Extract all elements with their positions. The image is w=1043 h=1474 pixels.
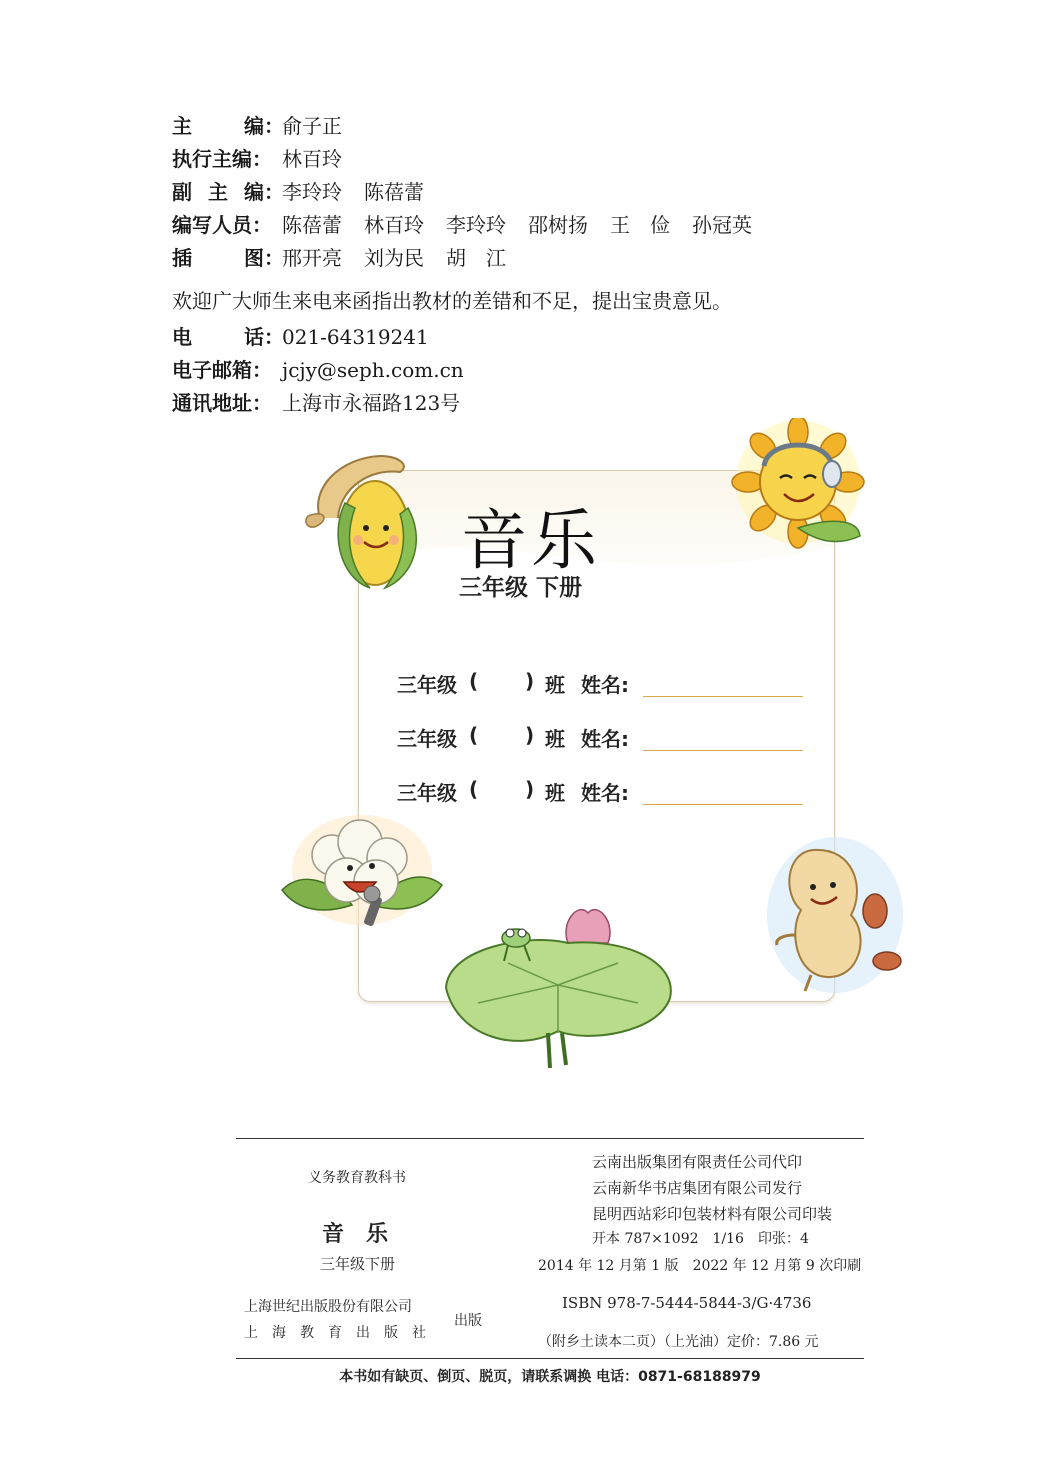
imprint-printing-3: 昆明西站彩印包装材料有限公司印装 (592, 1205, 833, 1223)
label-wrap (172, 143, 282, 172)
imprint-price: （附乡土读本二页）（上光油）定价：7.86 元 (538, 1334, 819, 1350)
credit-name: 陈蓓蕾 (364, 180, 424, 204)
credit-name: 俞子正 (282, 114, 342, 138)
credit-name: 李玲玲 (446, 213, 506, 237)
credit-values (282, 143, 364, 172)
imprint-printing-2: 云南新华书店集团有限公司发行 (592, 1179, 803, 1197)
label-wrap (172, 242, 282, 271)
slot-open-paren: ( (469, 669, 479, 693)
contact-row (172, 354, 774, 387)
contact-row (172, 321, 774, 354)
imprint-grade: 三年级下册 (320, 1255, 396, 1273)
bottom-rule (236, 1358, 864, 1359)
label-wrap (172, 209, 282, 238)
name-slot (397, 669, 817, 701)
label-char: 插 (172, 246, 192, 270)
label-char: 图 (244, 246, 264, 270)
credit-label (172, 110, 264, 139)
imprint-publisher-1: 上海世纪出版股份有限公司 (244, 1299, 412, 1315)
feedback-notice: 欢迎广大师生来电来函指出教材的差错和不足，提出宝贵意见。 (172, 289, 732, 313)
credit-rows (172, 110, 774, 275)
contact-rows (172, 321, 774, 420)
name-slot (397, 777, 817, 809)
credit-row (172, 209, 774, 242)
credit-values (282, 110, 364, 139)
credit-name: 胡 江 (446, 246, 506, 270)
contact-value: 021-64319241 (282, 325, 429, 349)
imprint-book-title: 音 乐 (322, 1222, 389, 1247)
top-rule (236, 1138, 864, 1139)
slot-grade: 三年级 (397, 673, 457, 697)
credit-label: 电子邮箱 (172, 358, 252, 382)
label-char: 编 (244, 114, 264, 138)
credit-name: 林百玲 (364, 213, 424, 237)
name-underline (643, 750, 803, 751)
imprint-publish-word: 出版 (454, 1313, 482, 1329)
slot-class: 班 (545, 781, 565, 805)
credit-row (172, 242, 774, 275)
credit-name: 陈蓓蕾 (282, 213, 342, 237)
credit-name: 邵树扬 (528, 213, 588, 237)
slot-name-label: 姓名: (581, 727, 629, 751)
credit-label: 编写人员 (172, 213, 252, 237)
imprint-format: 开本 787×1092 1/16 印张：4 (592, 1231, 809, 1247)
slot-close-paren: ) (525, 723, 535, 747)
imprint-isbn: ISBN 978-7-5444-5844-3/G·4736 (562, 1294, 812, 1312)
label-char: 副 (172, 180, 192, 204)
slot-close-paren: ) (525, 777, 535, 801)
label-colon: ： (252, 147, 272, 171)
slot-grade: 三年级 (397, 781, 457, 805)
credit-name: 邢开亮 (282, 246, 342, 270)
sunflower-character (728, 418, 868, 553)
slot-grade: 三年级 (397, 727, 457, 751)
name-underline (643, 696, 803, 697)
label-char: 主 (208, 180, 228, 204)
label-wrap (172, 321, 282, 350)
label-colon: ： (264, 180, 284, 204)
contact-row (172, 387, 774, 420)
credit-label (172, 321, 264, 350)
slot-name-label: 姓名: (581, 673, 629, 697)
corn-character (300, 448, 435, 593)
credit-name: 孙冠英 (692, 213, 752, 237)
name-slot (397, 723, 817, 755)
label-wrap (172, 387, 282, 416)
slot-open-paren: ( (469, 777, 479, 801)
credit-values (282, 176, 446, 205)
bottom-note: 本书如有缺页、倒页、脱页，请联系调换 电话：0871-68188979 (339, 1369, 761, 1385)
credit-values (282, 242, 528, 271)
slot-class: 班 (545, 727, 565, 751)
credit-label (172, 242, 264, 271)
label-char: 话 (244, 325, 264, 349)
credit-label: 通讯地址 (172, 391, 252, 415)
credit-row (172, 110, 774, 143)
book-subtitle: 三年级 下册 (459, 575, 583, 601)
label-colon: ： (252, 358, 272, 382)
label-char: 编 (244, 180, 264, 204)
label-colon: ： (264, 246, 284, 270)
label-char: 主 (172, 114, 192, 138)
book-title: 音乐 (461, 502, 601, 579)
contact-value: jcjy@seph.com.cn (282, 358, 464, 382)
imprint-block (236, 1138, 864, 1386)
credit-name: 王 俭 (610, 213, 670, 237)
credit-label: 执行主编 (172, 147, 252, 171)
label-wrap (172, 176, 282, 205)
name-underline (643, 804, 803, 805)
label-wrap (172, 354, 282, 383)
credit-label (172, 176, 264, 205)
label-colon: ： (252, 391, 272, 415)
credit-name: 刘为民 (364, 246, 424, 270)
slot-open-paren: ( (469, 723, 479, 747)
imprint-publisher-2: 上 海 教 育 出 版 社 (244, 1325, 426, 1341)
credit-row (172, 143, 774, 176)
slot-name-label: 姓名: (581, 781, 629, 805)
lotus-leaf-with-frog (438, 893, 678, 1073)
imprint-series: 义务教育教科书 (308, 1170, 406, 1186)
cauliflower-character (272, 810, 447, 945)
label-colon: ： (264, 114, 284, 138)
peanut-character (765, 835, 905, 1000)
slot-close-paren: ) (525, 669, 535, 693)
label-colon: ： (252, 213, 272, 237)
contact-value: 上海市永福路123号 (282, 391, 461, 415)
label-colon: ： (264, 325, 284, 349)
credit-values (282, 209, 774, 238)
credit-name: 林百玲 (282, 147, 342, 171)
credit-name: 李玲玲 (282, 180, 342, 204)
label-char: 电 (172, 325, 192, 349)
label-wrap (172, 110, 282, 139)
credits-block (172, 110, 774, 420)
imprint-edition: 2014 年 12 月第 1 版 2022 年 12 月第 9 次印刷 (538, 1258, 862, 1274)
slot-class: 班 (545, 673, 565, 697)
imprint-printing-1: 云南出版集团有限责任公司代印 (592, 1153, 803, 1171)
credit-row (172, 176, 774, 209)
